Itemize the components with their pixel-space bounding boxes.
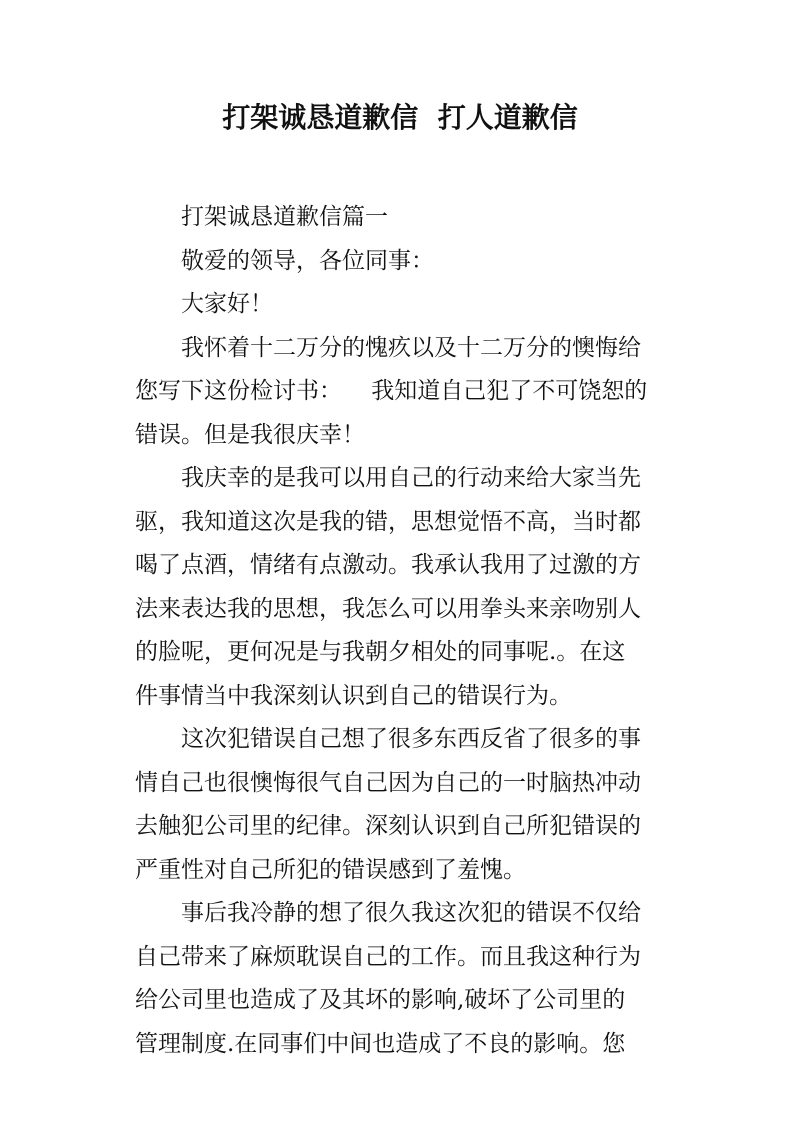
- text-line: 管理制度.在同事们中间也造成了不良的影响。您: [135, 1030, 626, 1057]
- text-line: 情自己也很懊悔很气自己因为自己的一时脑热冲动: [135, 769, 641, 796]
- text-line: 去触犯公司里的纪律。深刻认识到自己所犯错误的: [135, 813, 641, 839]
- document-body: [135, 196, 665, 1066]
- text-line: 的脸呢，更何况是与我朝夕相处的同事呢.。在这: [135, 639, 626, 665]
- text-line: 敬爱的领导，各位同事：: [181, 247, 434, 274]
- document-title: 打架诚恳道歉信 打人道歉信: [222, 101, 578, 134]
- text-line: 驱，我知道这次是我的错，思想觉悟不高，当时都: [135, 508, 641, 535]
- text-line: 这次犯错误自己想了很多东西反省了很多的事: [181, 726, 641, 752]
- text-line: 错误。但是我很庆幸！: [135, 421, 365, 448]
- text-line: 件事情当中我深刻认识到自己的错误行为。: [135, 682, 572, 709]
- text-line: 给公司里也造成了及其坏的影响,破坏了公司里的: [135, 987, 626, 1013]
- text-line: 事后我冷静的想了很久我这次犯的错误不仅给: [181, 900, 641, 926]
- text-line: 打架诚恳道歉信篇一: [181, 204, 388, 230]
- text-line: 喝了点酒，情绪有点激动。我承认我用了过激的方: [135, 552, 641, 578]
- text-line: 我怀着十二万分的愧疚以及十二万分的懊悔给: [181, 334, 641, 361]
- text-line: 我庆幸的是我可以用自己的行动来给大家当先: [181, 465, 641, 491]
- text-line: 严重性对自己所犯的错误感到了羞愧。: [135, 856, 526, 883]
- text-line: 大家好！: [181, 291, 273, 317]
- text-line: 您写下这份检讨书： 我知道自己犯了不可饶恕的: [135, 378, 648, 404]
- text-line: 自己带来了麻烦耽误自己的工作。而且我这种行为: [135, 943, 641, 970]
- text-line: 法来表达我的思想，我怎么可以用拳头来亲吻别人: [135, 595, 641, 622]
